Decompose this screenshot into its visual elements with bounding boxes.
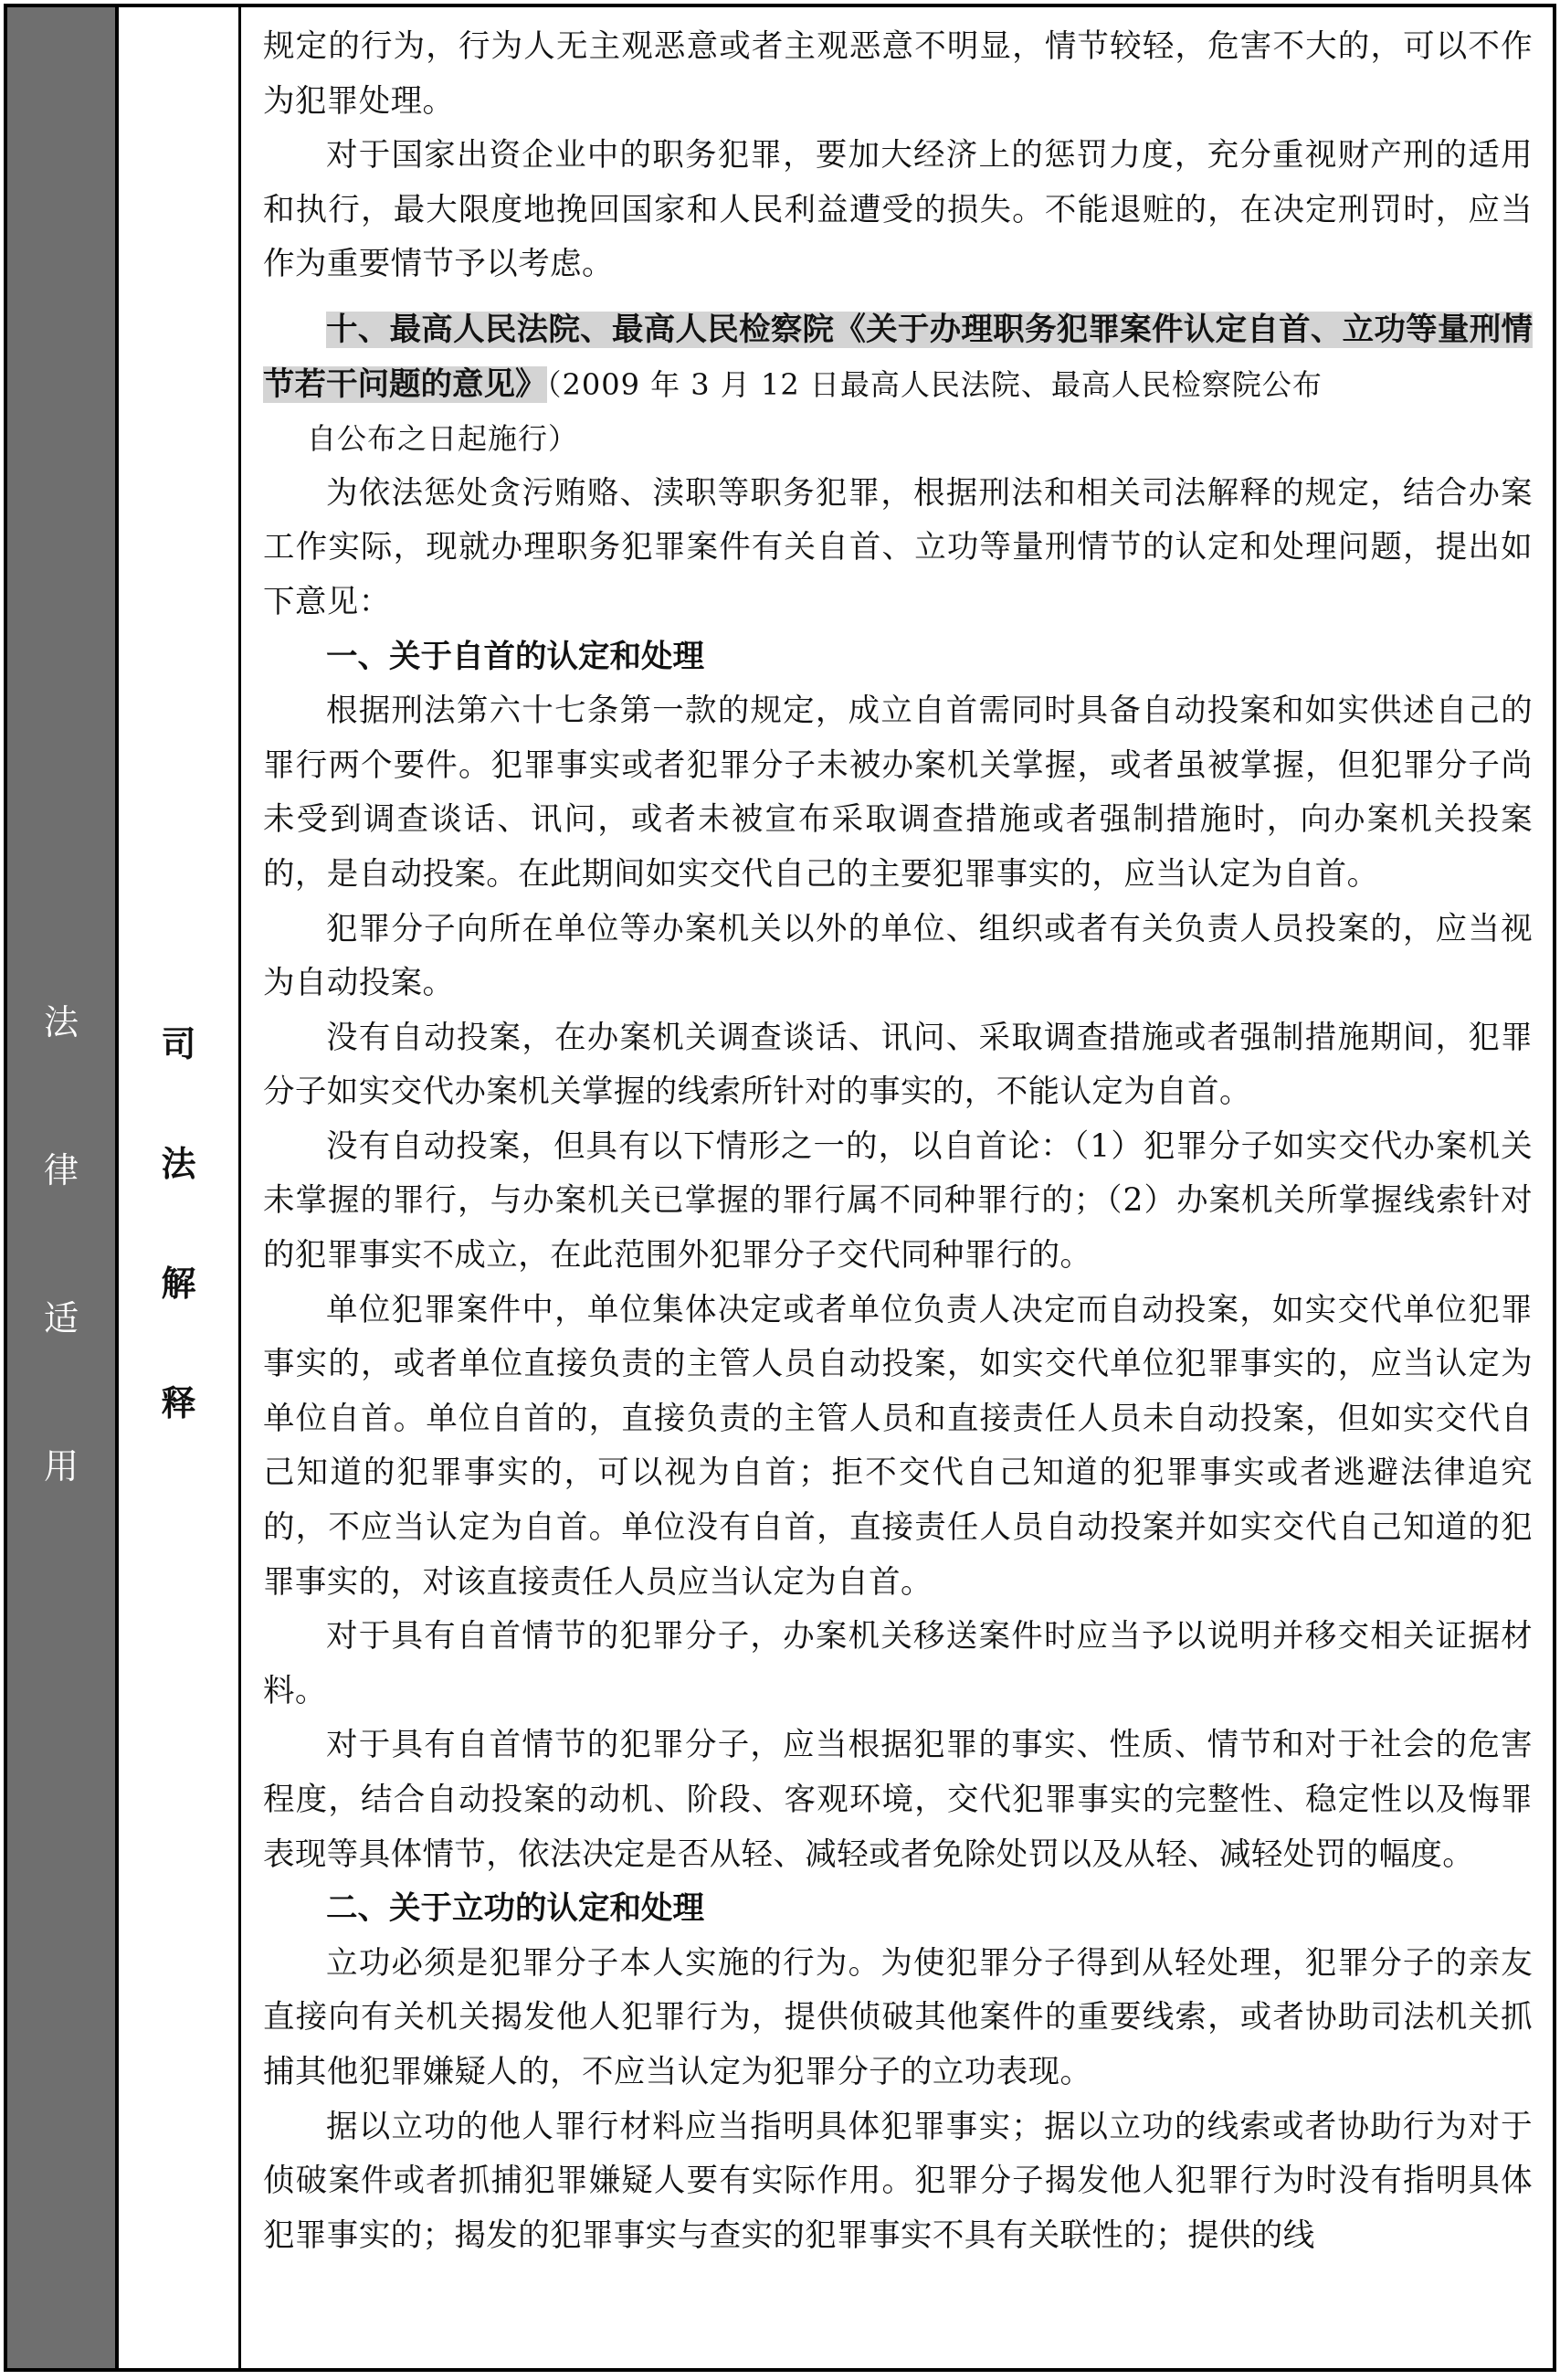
section-title-block (263, 303, 1533, 467)
paragraph: 据以立功的他人罪行材料应当指明具体犯罪事实；据以立功的线索或者协助行为对于侦破案件或者抓捕犯罪嫌疑人要有实际作用。犯罪分子揭发他人犯罪行为时没有指明具体犯罪事实的；揭发的犯罪事实与查实的犯罪事实不具有关联性的；提供的线 (263, 2108, 1533, 2254)
paragraph: 对于具有自首情节的犯罪分子，办案机关移送案件时应当予以说明并移交相关证据材料。 (263, 1618, 1533, 1709)
category-char: 用 (43, 1446, 79, 1486)
subcategory-char: 解 (161, 1264, 196, 1304)
paragraph: 对于具有自首情节的犯罪分子，应当根据犯罪的事实、性质、情节和对于社会的危害程度，结合自动投案的动机、阶段、客观环境，交代犯罪事实的完整性、稳定性以及悔罪表现等具体情节，依法决定是否从轻、减轻或者免除处罚以及从轻、减轻处罚的幅度。 (263, 1727, 1533, 1873)
paragraph: 对于国家出资企业中的职务犯罪，要加大经济上的惩罚力度，充分重视财产刑的适用和执行，最大限度地挽回国家和人民利益遭受的损失。不能退赃的，在决定刑罚时，应当作为重要情节予以考虑。 (263, 137, 1533, 283)
paragraph: 犯罪分子向所在单位等办案机关以外的单位、组织或者有关负责人员投案的，应当视为自动投案。 (263, 910, 1533, 1002)
paragraph: 根据刑法第六十七条第一款的规定，成立自首需同时具备自动投案和如实供述自己的罪行两个要件。犯罪事实或者犯罪分子未被办案机关掌握，或者虽被掌握，但犯罪分子尚未受到调查谈话、讯问，或者未被宣布采取调查措施或者强制措施时，向办案机关投案的，是自动投案。在此期间如实交代自己的主要犯罪事实的，应当认定为自首。 (263, 693, 1533, 893)
subcategory-char: 释 (161, 1383, 196, 1423)
category-text (7, 948, 115, 1540)
category-column (4, 4, 119, 2372)
category-char: 律 (43, 1150, 79, 1190)
publish-info: （2009 年 3 月 12 日最高人民法院、最高人民检察院公布 (546, 366, 1323, 402)
heading: 一、关于自首的认定和处理 (326, 638, 704, 675)
paragraph: 立功必须是犯罪分子本人实施的行为。为使犯罪分子得到从轻处理，犯罪分子的亲友直接向有关机关揭发他人犯罪行为，提供侦破其他案件的重要线索，或者协助司法机关抓捕其他犯罪嫌疑人的，不应当认定为犯罪分子的立功表现。 (263, 1944, 1533, 2090)
category-char: 适 (43, 1298, 79, 1338)
content-column (241, 4, 1556, 2372)
subcategory-text (119, 985, 238, 1464)
subcategory-char: 法 (161, 1144, 196, 1184)
paragraph: 单位犯罪案件中，单位集体决定或者单位负责人决定而自动投案，如实交代单位犯罪事实的，或者单位直接负责的主管人员自动投案，如实交代单位犯罪事实的，应当认定为单位自首。单位自首的，直接负责的主管人员和直接责任人员未自动投案，但如实交代自己知道的犯罪事实的，可以视为自首；拒不交代自己知道的犯罪事实或者逃避法律追究的，不应当认定为自首。单位没有自首，直接责任人员自动投案并如实交代自己知道的犯罪事实的，对该直接责任人员应当认定为自首。 (263, 1291, 1533, 1601)
category-char: 法 (43, 1002, 79, 1042)
heading: 二、关于立功的认定和处理 (326, 1890, 704, 1928)
subcategory-char: 司 (161, 1024, 196, 1064)
category-label (7, 948, 115, 1540)
paragraph: 没有自动投案，在办案机关调查谈话、讯问、采取调查措施或者强制措施期间，犯罪分子如实交代办案机关掌握的线索所针对的事实的，不能认定为自首。 (263, 1019, 1533, 1111)
section-title (263, 303, 1533, 412)
intro-paragraph: 为依法惩处贪污贿赂、渎职等职务犯罪，根据刑法和相关司法解释的规定，结合办案工作实际，现就办理职务犯罪案件有关自首、立功等量刑情节的认定和处理问题，提出如下意见： (263, 474, 1533, 620)
publish-info-continued: 自公布之日起施行） (307, 421, 579, 457)
subcategory-column (119, 4, 241, 2372)
highlighted-title: 十、最高人民法院、最高人民检察院《关于办理职务犯罪案件认定自首、立功等量刑情节若干问题的意见》 (263, 311, 1533, 403)
paragraph: 没有自动投案，但具有以下情形之一的，以自首论：（1）犯罪分子如实交代办案机关未掌握的罪行，与办案机关已掌握的罪行属不同种罪行的；（2）办案机关所掌握线索针对的犯罪事实不成立，在此范围外犯罪分子交代同种罪行的。 (263, 1127, 1533, 1275)
paragraph: 规定的行为，行为人无主观恶意或者主观恶意不明显，情节较轻，危害不大的，可以不作为犯罪处理。 (263, 28, 1533, 120)
subcategory-label (119, 985, 238, 1464)
